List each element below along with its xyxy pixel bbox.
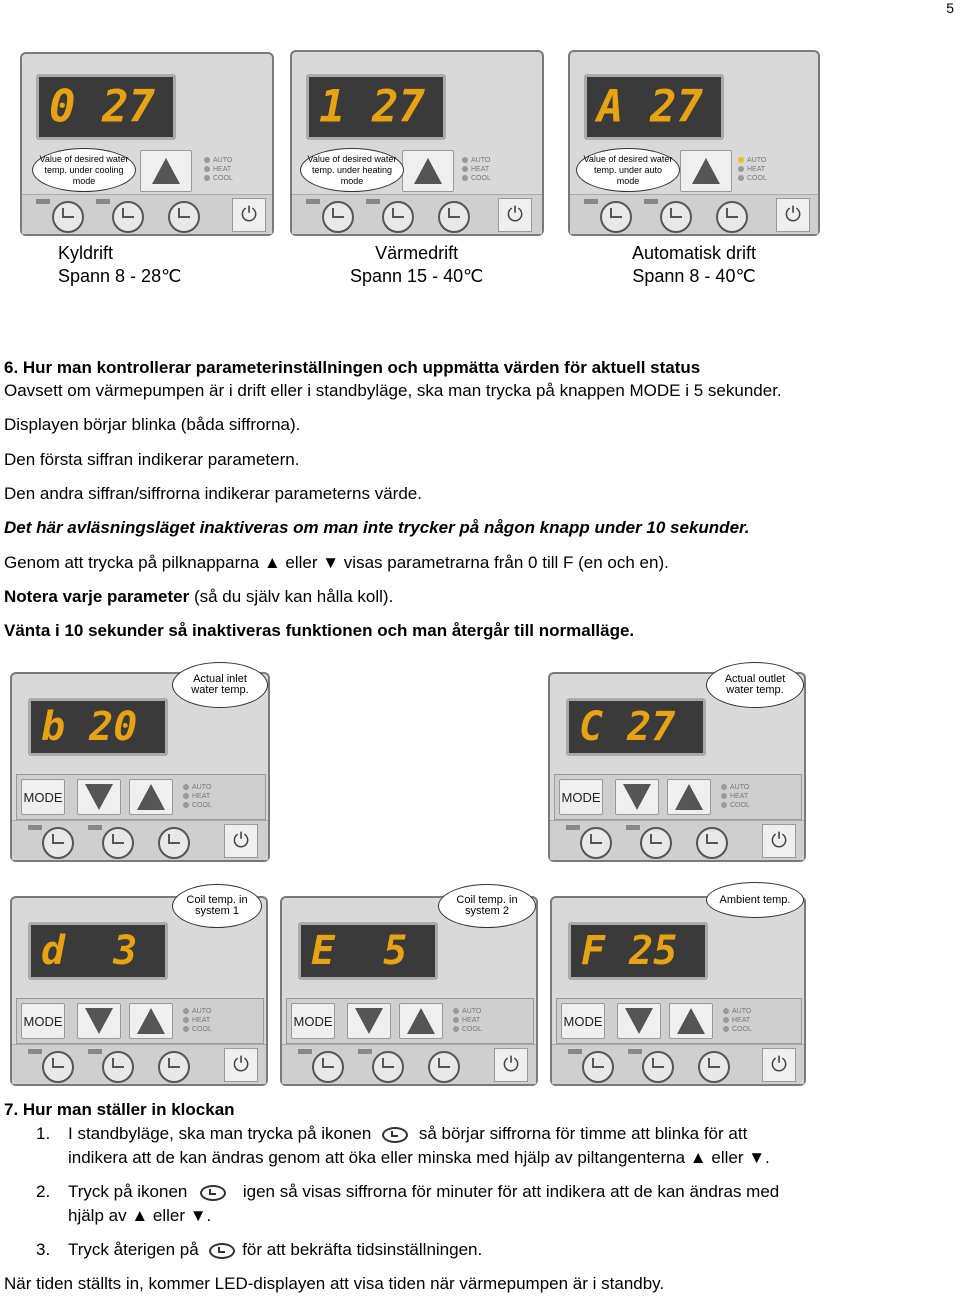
section6-heading: 6. Hur man kontrollerar parameterinställningen och uppmätta värden för aktuell status xyxy=(4,358,701,377)
down-button[interactable] xyxy=(347,1003,391,1039)
item3-line: Tryck återigen på för att bekräfta tidsinställningen. xyxy=(68,1240,483,1259)
led-display xyxy=(28,922,168,980)
led-display xyxy=(566,698,706,756)
down-arrow-icon xyxy=(625,1008,653,1034)
param-panel-b xyxy=(10,672,270,862)
down-arrow-icon xyxy=(85,784,113,810)
timer-off-button-icon[interactable] xyxy=(428,1051,460,1083)
up-arrow-icon xyxy=(675,784,703,810)
clock-button-icon[interactable] xyxy=(42,827,74,859)
item1-line2: indikera att de kan ändras genom att öka eller minska med hjälp av piltangenterna ▲ eller ▼. xyxy=(68,1148,770,1167)
button-row xyxy=(292,194,542,234)
up-button[interactable] xyxy=(129,1003,173,1039)
mode-button[interactable]: MODE xyxy=(561,1003,605,1039)
mode-legend: AUTO HEAT COOL xyxy=(453,1007,482,1034)
section6-p3: Den första siffran indikerar parametern. xyxy=(4,450,300,469)
item2-line2: hjälp av ▲ eller ▼. xyxy=(68,1206,212,1225)
power-icon[interactable]: ⏻ xyxy=(498,198,532,232)
power-icon[interactable]: ⏻ xyxy=(776,198,810,232)
up-arrow-icon xyxy=(152,158,180,184)
item1-line1: I standbyläge, ska man trycka på ikonen så börjar siffrorna för timme att blinka för att xyxy=(68,1124,748,1143)
mode-button[interactable]: MODE xyxy=(21,1003,65,1039)
mode-button[interactable]: MODE xyxy=(291,1003,335,1039)
display-digits: A 27 xyxy=(597,81,703,133)
footer-note: När tiden ställts in, kommer LED-displayen att visa tiden när värmepumpen är i standby. xyxy=(4,1274,665,1293)
callout-bubble: Actual inlet water temp. xyxy=(172,662,268,708)
up-arrow-icon xyxy=(692,158,720,184)
up-button[interactable] xyxy=(129,779,173,815)
callout-bubble: Value of desired water temp. under auto mode xyxy=(576,148,680,192)
item2-line1: Tryck på ikonen igen så visas siffrorna för minuter för att indikera att de kan ändras med xyxy=(68,1182,780,1201)
mode-button[interactable]: MODE xyxy=(559,779,603,815)
param-panel-d xyxy=(10,896,268,1086)
controller-panel-heating xyxy=(290,50,544,236)
power-icon[interactable]: ⏻ xyxy=(224,824,258,858)
timer-off-button-icon[interactable] xyxy=(698,1051,730,1083)
mode-legend: AUTO HEAT COOL xyxy=(183,1007,212,1034)
display-digits: F 25 xyxy=(581,928,678,974)
clock-button-icon[interactable] xyxy=(52,201,84,233)
led-display xyxy=(568,922,708,980)
timer-on-button-icon[interactable] xyxy=(112,201,144,233)
display-digits: 0 27 xyxy=(49,81,155,133)
controller-panel-cooling xyxy=(20,52,274,236)
caption-heating: Värmedrift Spann 15 - 40℃ xyxy=(350,243,484,286)
led-display xyxy=(28,698,168,756)
caption-auto: Automatisk drift Spann 8 - 40℃ xyxy=(632,243,757,286)
control-row xyxy=(556,998,802,1044)
param-panel-c xyxy=(548,672,806,862)
timer-off-button-icon[interactable] xyxy=(158,827,190,859)
caption-cooling: Kyldrift Spann 8 - 28℃ xyxy=(58,243,182,286)
power-icon[interactable]: ⏻ xyxy=(494,1048,528,1082)
power-icon[interactable]: ⏻ xyxy=(762,824,796,858)
button-row xyxy=(570,194,818,234)
section7-heading: 7. Hur man ställer in klockan xyxy=(4,1100,235,1119)
mode-legend: AUTO HEAT COOL xyxy=(462,156,491,183)
clock-button-icon[interactable] xyxy=(582,1051,614,1083)
callout-bubble: Value of desired water temp. under cooling mode xyxy=(32,148,136,192)
mode-legend: AUTO HEAT COOL xyxy=(721,783,750,810)
button-row xyxy=(282,1044,536,1084)
clock-icon xyxy=(200,1185,226,1201)
timer-on-button-icon[interactable] xyxy=(102,1051,134,1083)
param-panel-e xyxy=(280,896,538,1086)
timer-off-button-icon[interactable] xyxy=(168,201,200,233)
up-arrow-icon xyxy=(137,784,165,810)
led-display xyxy=(36,74,176,140)
timer-on-button-icon[interactable] xyxy=(102,827,134,859)
clock-icon xyxy=(382,1127,408,1143)
up-button[interactable] xyxy=(667,779,711,815)
led-display xyxy=(306,74,446,140)
led-display xyxy=(584,74,724,140)
callout-bubble: Actual outlet water temp. xyxy=(706,662,804,708)
display-digits: 1 27 xyxy=(319,81,425,133)
button-row xyxy=(12,820,268,860)
section6-p5: Det här avläsningsläget inaktiveras om man inte trycker på någon knapp under 10 sekunder. xyxy=(4,518,750,537)
param-panel-f xyxy=(550,893,806,1086)
section6-p7: Notera varje parameter (så du själv kan hålla koll). xyxy=(4,587,394,606)
button-row xyxy=(22,194,272,234)
down-arrow-icon xyxy=(355,1008,383,1034)
down-button[interactable] xyxy=(77,1003,121,1039)
section6-p4: Den andra siffran/siffrorna indikerar parameterns värde. xyxy=(4,484,422,503)
timer-off-button-icon[interactable] xyxy=(158,1051,190,1083)
down-arrow-icon xyxy=(85,1008,113,1034)
item2-number: 2. xyxy=(36,1182,51,1201)
display-digits: d 3 xyxy=(41,928,138,974)
down-arrow-icon xyxy=(623,784,651,810)
up-button[interactable] xyxy=(669,1003,713,1039)
mode-legend: AUTO HEAT COOL xyxy=(204,156,233,183)
control-row xyxy=(16,998,264,1044)
mode-legend: AUTO HEAT COOL xyxy=(723,1007,752,1034)
section6-p8: Vänta i 10 sekunder så inaktiveras funktionen och man återgår till normalläge. xyxy=(4,621,635,640)
control-row xyxy=(554,774,802,820)
up-button[interactable] xyxy=(680,150,732,192)
up-button[interactable] xyxy=(140,150,192,192)
clock-button-icon[interactable] xyxy=(42,1051,74,1083)
section6-p6: Genom att trycka på pilknapparna ▲ eller ▼ visas parametrarna från 0 till F (en och en). xyxy=(4,553,669,572)
item1-number: 1. xyxy=(36,1124,51,1143)
power-icon[interactable]: ⏻ xyxy=(224,1048,258,1082)
section6-p2: Displayen börjar blinka (båda siffrorna). xyxy=(4,415,301,434)
clock-button-icon[interactable] xyxy=(580,827,612,859)
up-arrow-icon xyxy=(137,1008,165,1034)
page-number: 5 xyxy=(946,0,954,16)
section6-p1: Oavsett om värmepumpen är i drift eller i standbyläge, ska man trycka på knappen MODE i 5 sekunder. xyxy=(4,381,782,400)
callout-bubble: Coil temp. in system 2 xyxy=(438,884,536,928)
callout-bubble: Coil temp. in system 1 xyxy=(172,884,262,928)
item3-number: 3. xyxy=(36,1240,51,1259)
clock-icon xyxy=(209,1243,235,1259)
button-row xyxy=(550,820,804,860)
up-arrow-icon xyxy=(677,1008,705,1034)
clock-button-icon[interactable] xyxy=(322,201,354,233)
up-arrow-icon xyxy=(414,158,442,184)
up-arrow-icon xyxy=(407,1008,435,1034)
display-digits: b 20 xyxy=(41,704,138,750)
up-button[interactable] xyxy=(402,150,454,192)
clock-button-icon[interactable] xyxy=(312,1051,344,1083)
down-button[interactable] xyxy=(617,1003,661,1039)
power-icon[interactable]: ⏻ xyxy=(232,198,266,232)
display-digits: C 27 xyxy=(579,704,676,750)
clock-button-icon[interactable] xyxy=(600,201,632,233)
button-row xyxy=(12,1044,266,1084)
control-row xyxy=(16,774,266,820)
timer-on-button-icon[interactable] xyxy=(660,201,692,233)
mode-button[interactable]: MODE xyxy=(21,779,65,815)
callout-bubble: Ambient temp. xyxy=(706,882,804,918)
timer-off-button-icon[interactable] xyxy=(438,201,470,233)
controller-panel-auto xyxy=(568,50,820,236)
timer-on-button-icon[interactable] xyxy=(382,201,414,233)
led-display xyxy=(298,922,438,980)
callout-bubble: Value of desired water temp. under heating mode xyxy=(300,148,404,192)
down-button[interactable] xyxy=(615,779,659,815)
button-row xyxy=(552,1044,804,1084)
control-row xyxy=(286,998,534,1044)
display-digits: E 5 xyxy=(311,928,408,974)
timer-on-button-icon[interactable] xyxy=(640,827,672,859)
power-icon[interactable]: ⏻ xyxy=(762,1048,796,1082)
down-button[interactable] xyxy=(77,779,121,815)
timer-on-button-icon[interactable] xyxy=(642,1051,674,1083)
mode-legend: AUTO HEAT COOL xyxy=(183,783,212,810)
up-button[interactable] xyxy=(399,1003,443,1039)
mode-legend: AUTO HEAT COOL xyxy=(738,156,767,183)
timer-on-button-icon[interactable] xyxy=(372,1051,404,1083)
timer-off-button-icon[interactable] xyxy=(696,827,728,859)
timer-off-button-icon[interactable] xyxy=(716,201,748,233)
